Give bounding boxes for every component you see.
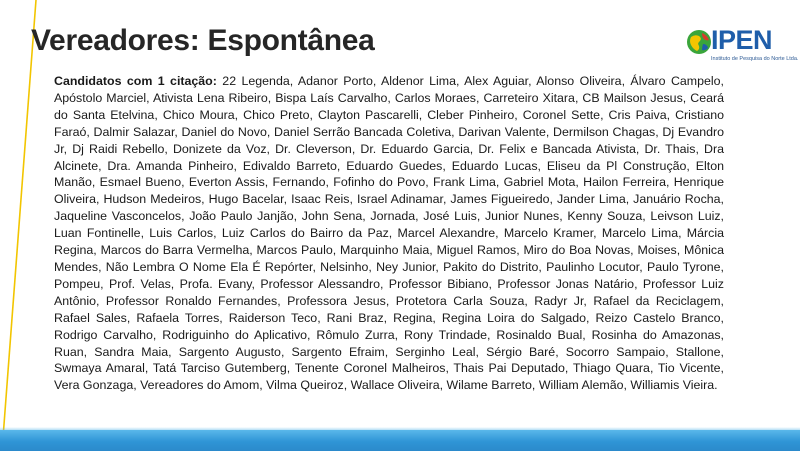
logo-wordmark: IPEN — [711, 25, 773, 55]
left-accent-line — [0, 0, 42, 451]
logo-tagline: Instituto de Pesquisa do Norte Ltda. — [711, 56, 799, 62]
candidates-list: 22 Legenda, Adanor Porto, Aldenor Lima, Alex Aguiar, Alonso Oliveira, Álvaro Campelo, Apóstolo Marciel, Ativista Lena Ribeiro, Bispa Laís Carvalho, Carlos Moraes, Carreteiro Xitara, CB Mailson Jesus, Ceará do Santa Etelvina, Chico Moura, Chico Preto, Clayton Pascarelli, Cleber Pinheiro, Coronel Sette, Cris Paiva, Cristiano Faraó, Dalmir Salazar, Daniel do Novo, Daniel Serrão Bancada Coletiva, Darivan Valente, Dermilson Chagas, Dj Evandro Jr, Dj Raidi Rebello, Donizete da Voz, Dr. Cleverson, Dr. Eduardo Garcia, Dr. Felix e Bancada Ativista, Dr. Thais, Dra Alcinete, Dra. Amanda Pinheiro, Edivaldo Barreto, Eduardo Guedes, Eduardo Lucas, Eliseu da Pl Construção, Elton Manão, Esmael Bueno, Everton Assis, Fernando, Fofinho do Povo, Frank Lima, Gabriel Mota, Hailon Ferreira, Henrique Oliveira, Hudson Medeiros, Hugo Bacelar, Isaac Reis, Israel Adinamar, James Figueiredo, Jander Lima, Januário Rocha, Jaqueline Vasconcelos, João Paulo Janjão, John Sena, Jornada, José Luis, Junior Nunes, Kenny Souza, Leivson Luiz, Luan Fontinelle, Luis Carlos, Luiz Carlos do Bairro da Paz, Marcel Alexandre, Marcelo Kramer, Marcelo Lima, Márcia Regina, Marcos do Barra Vermelha, Marcos Paulo, Marquinho Maia, Miguel Ramos, Miro do Boa Novas, Moises, Mônica Mendes, Não Lembra O Nome Ela É Repórter, Nelsinho, Ney Junior, Pakito do Distrito, Paulinho Locutor, Paulo Tyrone, Pompeu, Prof. Velas, Profa. Evany, Professor Alessandro, Professor Bibiano, Professor Jonas Natário, Professor Luiz Antônio, Professor Ronaldo Fernandes, Professora Jesus, Protetora Carla Souza, Radyr Jr, Rafael da Reciclagem, Rafael Sales, Rafaela Torres, Raiderson Teco, Rani Braz, Regina, Regina Loira do Salgado, Reizo Castelo Branco, Rodrigo Carvalho, Rodriguinho do Aplicativo, Rômulo Zurra, Rony Trindade, Rosinaldo Bual, Rosinha do Amazonas, Ruan, Sandra Maia, Sargento Augusto, Sargento Efraim, Serginho Leal, Sérgio Baré, Socorro Sampaio, Stallone, Swmaya Amaral, Tatá Tarciso Gutemberg, Tenente Coronel Malheiros, Thais Pai Deputado, Thiago Quara, Tio Vicente, Vera Gonzaga, Vereadores do Amom, Vilma Queiroz, Wallace Oliveira, Wilame Barreto, William Alemão, Williamis Vieira. — [54, 74, 724, 393]
footer-band — [0, 430, 800, 451]
candidates-lead: Candidatos com 1 citação: — [54, 74, 217, 88]
candidates-paragraph — [54, 73, 724, 394]
ipen-logo — [686, 25, 799, 67]
globe-icon — [686, 29, 712, 55]
slide-title: Vereadores: Espontânea — [31, 24, 375, 57]
